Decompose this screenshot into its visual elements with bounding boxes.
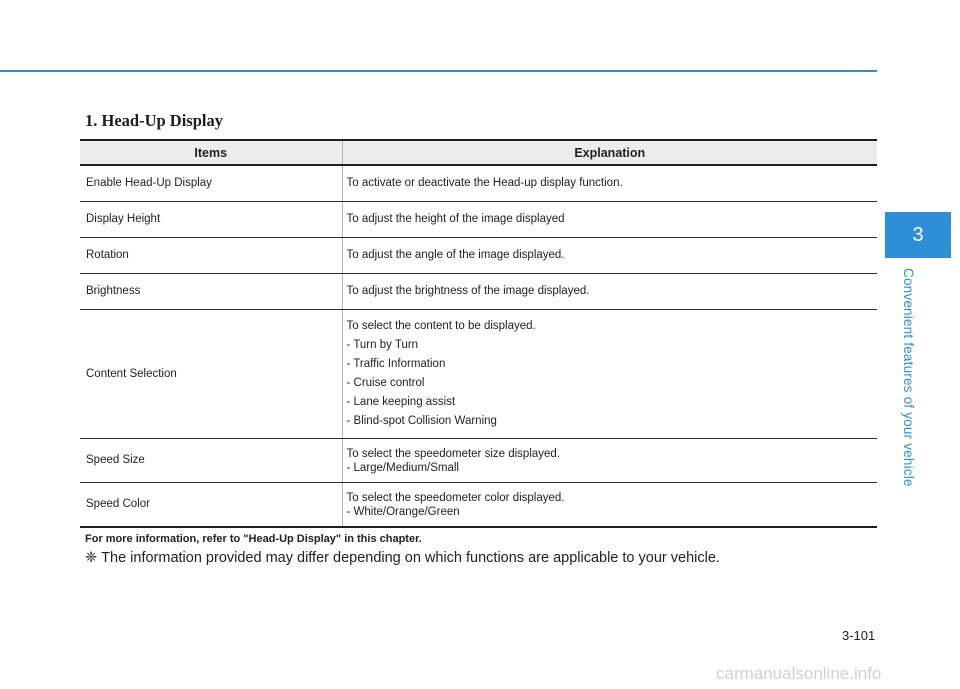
explanation-line: To select the speedometer color displayed. [346,491,565,504]
explanation-line: To select the content to be displayed. [346,320,536,332]
explanation-cell: To adjust the brightness of the image displayed. [342,274,877,310]
note-symbol-icon: ❈ [85,550,98,566]
item-cell: Speed Size [80,439,342,483]
column-header-items: Items [80,140,342,165]
page-number: 3-101 [842,628,876,643]
table-row [80,202,877,238]
chapter-title: Convenient features of your vehicle [901,268,916,487]
explanation-line: - Blind-spot Collision Warning [346,415,497,427]
explanation-line: - Cruise control [346,377,425,389]
explanation-cell: To activate or deactivate the Head-up display function. [342,165,877,202]
table-row [80,483,877,528]
column-header-explanation: Explanation [342,140,877,165]
item-cell: Brightness [80,274,342,310]
applicability-note [85,550,720,566]
explanation-cell: To adjust the angle of the image displayed. [342,238,877,274]
chapter-title-vertical [893,268,923,493]
more-info-reference: For more information, refer to "Head-Up Display" in this chapter. [85,533,422,545]
item-cell: Enable Head-Up Display [80,165,342,202]
item-cell: Content Selection [80,310,342,439]
explanation-line: - Turn by Turn [346,339,419,351]
table-header-row [80,140,877,165]
top-rule [0,70,877,72]
item-cell: Speed Color [80,483,342,528]
section-title: 1. Head-Up Display [85,111,223,130]
chapter-tab [885,212,951,258]
explanation-cell: To adjust the height of the image displayed [342,202,877,238]
table-row [80,310,877,439]
explanation-line: To select the speedometer size displayed. [346,447,561,460]
hud-settings-table [80,139,877,528]
table-row [80,238,877,274]
explanation-cell [342,439,877,483]
explanation-cell [342,310,877,439]
watermark: carmanualsonline.info [716,664,882,683]
explanation-line: - Large/Medium/Small [346,461,459,474]
table-row [80,165,877,202]
item-cell: Rotation [80,238,342,274]
note-text: The information provided may differ depending on which functions are applicable to your vehicle. [101,550,720,566]
explanation-line: - White/Orange/Green [346,505,460,518]
explanation-line: - Lane keeping assist [346,396,456,408]
table-row [80,439,877,483]
table-row [80,274,877,310]
explanation-line: - Traffic Information [346,358,446,370]
chapter-number: 3 [912,224,924,246]
item-cell: Display Height [80,202,342,238]
explanation-cell [342,483,877,528]
